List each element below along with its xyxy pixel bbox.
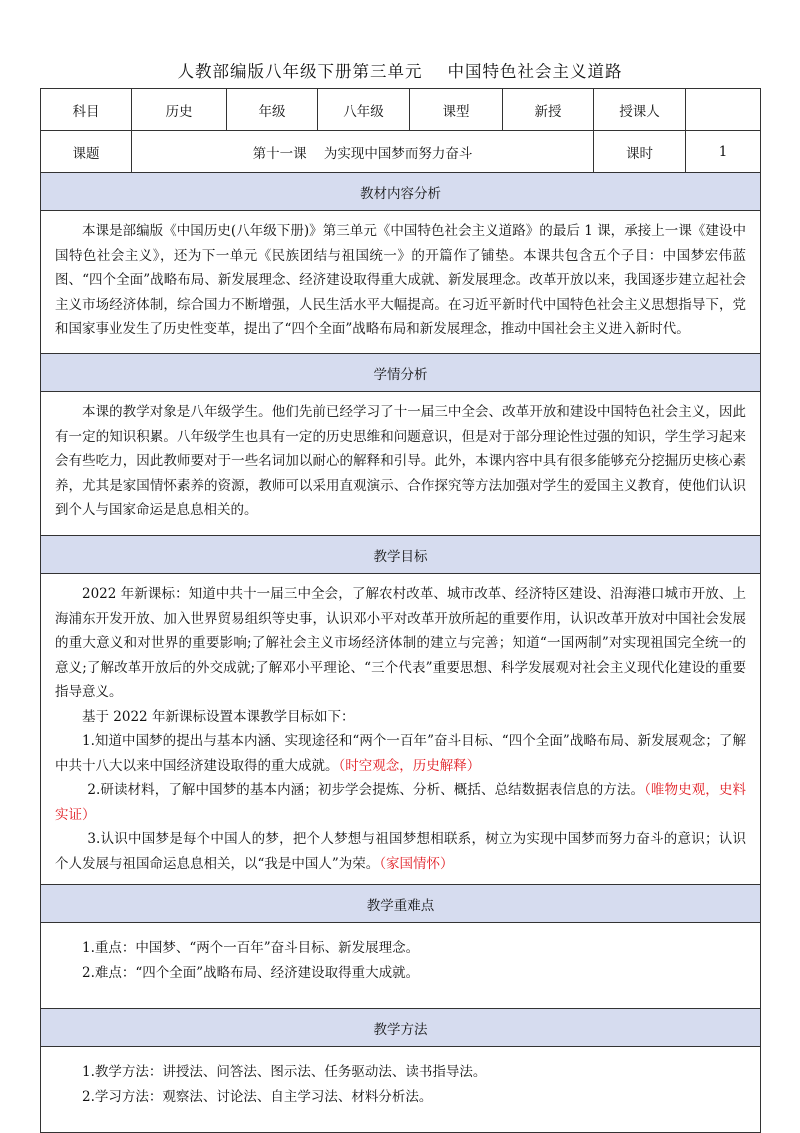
lesson-type-value: 新授: [503, 89, 594, 131]
subject-label: 科目: [41, 89, 132, 131]
learner-analysis-body: [41, 392, 761, 536]
curriculum-standard-text: 2022 年新课标：知道中共十一届三中全会，了解农村改革、城市改革、经济特区建设、沿海港口城市开放、上海浦东开发开放、加入世界贸易组织等史事，认识邓小平对改革开放所起的重要作用，认识改革开放对中国社会发展的重大意义和对世界的重要影响;了解社会主义市场经济体制的建立与完善；知道“一国两制”对实现祖国完全统一的意义;了解改革开放后的外交成就;了解邓小平理论、“三个代表”重要思想、科学发展观对社会主义现代化建设的重要指导意义。: [55, 586, 746, 700]
learning-method-item: 2.学习方法：观察法、讨论法、自主学习法、材料分析法。: [82, 1088, 433, 1105]
methods-heading: 教学方法: [41, 1009, 761, 1047]
learner-analysis-heading: 学情分析: [41, 354, 761, 392]
lesson-type-label: 课型: [410, 89, 503, 131]
objective-3-literacy-tag: （家国情怀）: [379, 855, 454, 872]
key-point-item: 1.重点：中国梦、“两个一百年”奋斗目标、新发展理念。: [82, 940, 420, 956]
key-points-heading: 教学重难点: [41, 885, 761, 923]
learner-analysis-text: 本课的教学对象是八年级学生。他们先前已经学习了十一届三中全会、改革开放和建设中国特色社会主义，因此有一定的知识积累。八年级学生也具有一定的历史思维和问题意识，但是对于部分理论性过强的知识，学生学习起来会有些吃力，因此教师要对于一些名词加以耐心的解释和引导。此外，本课内容中具有很多能够充分挖掘历史核心素养，尤其是家国情怀素养的资源，教师可以采用直观演示、合作探究等方法加强对学生的爱国主义教育，使他们认识到个人与国家命运是息息相关的。: [55, 404, 746, 518]
teacher-label: 授课人: [594, 89, 686, 131]
class-hours-label: 课时: [594, 131, 686, 173]
difficult-point-item: 2.难点：“四个全面”战略布局、经济建设取得重大成就。: [82, 964, 420, 981]
subject-value: 历史: [132, 89, 227, 131]
material-analysis-body: [41, 211, 761, 354]
document-title: 人教部编版八年级下册第三单元 中国特色社会主义道路: [177, 62, 623, 81]
grade-value: 八年级: [318, 89, 410, 131]
lesson-plan-table: [40, 88, 761, 1133]
learner-analysis-header: [41, 354, 761, 392]
topic-value: 第十一课 为实现中国梦而努力奋斗: [132, 131, 594, 173]
methods-header: [41, 1009, 761, 1047]
methods-body: [41, 1047, 761, 1133]
key-points-body: [41, 923, 761, 1009]
info-row-2: [41, 131, 761, 173]
objective-2: [55, 778, 746, 827]
objective-1-literacy-tag: （时空观念，历史解释）: [338, 757, 481, 774]
material-analysis-heading: 教材内容分析: [41, 173, 761, 211]
objectives-intro: 基于 2022 年新课标设置本课教学目标如下：: [82, 708, 355, 725]
class-hours-value: 1: [686, 131, 761, 173]
teaching-method-item: 1.教学方法：讲授法、问答法、图示法、任务驱动法、读书指导法。: [82, 1064, 487, 1080]
grade-label: 年级: [227, 89, 318, 131]
teacher-value: [686, 89, 761, 131]
objective-1: [55, 729, 746, 778]
objective-3: [55, 827, 746, 876]
info-row-1: [41, 89, 761, 131]
objective-2-text: 2.研读材料，了解中国梦的基本内涵；初步学会提炼、分析、概括、总结数据表信息的方法。: [87, 782, 645, 798]
topic-label: 课题: [41, 131, 132, 173]
objective-1-text: 1.知道中国梦的提出与基本内涵、实现途径和“两个一百年”奋斗目标、“四个全面”战略布局、新发展观念；了解中共十八大以来中国经济建设取得的重大成就。: [55, 733, 746, 774]
material-analysis-header: [41, 173, 761, 211]
objectives-heading: 教学目标: [41, 536, 761, 574]
material-analysis-text: 本课是部编版《中国历史(八年级下册)》第三单元《中国特色社会主义道路》的最后 1 课，承接上一课《建设中国特色社会主义》，还为下一单元《民族团结与祖国统一》的开篇作了铺垫。本课共包含五个子目：中国梦宏伟蓝图、“四个全面”战略布局、新发展理念、经济建设取得重大成就、新发展理念。改革开放以来，我国逐步建立起社会主义市场经济体制，综合国力不断增强，人民生活水平大幅提高。在习近平新时代中国特色社会主义思想指导下，党和国家事业发生了历史性变革，提出了“四个全面”战略布局和新发展理念，推动中国社会主义进入新时代。: [55, 223, 746, 337]
objectives-header: [41, 536, 761, 574]
objective-2-literacy-tag: （唯物史观，史料实证）: [55, 782, 746, 823]
objective-3-text: 3.认识中国梦是每个中国人的梦，把个人梦想与祖国梦想相联系，树立为实现中国梦而努力奋斗的意识；认识个人发展与祖国命运息息相关，以“我是中国人”为荣。: [55, 831, 746, 872]
key-points-header: [41, 885, 761, 923]
objectives-body: [41, 574, 761, 885]
